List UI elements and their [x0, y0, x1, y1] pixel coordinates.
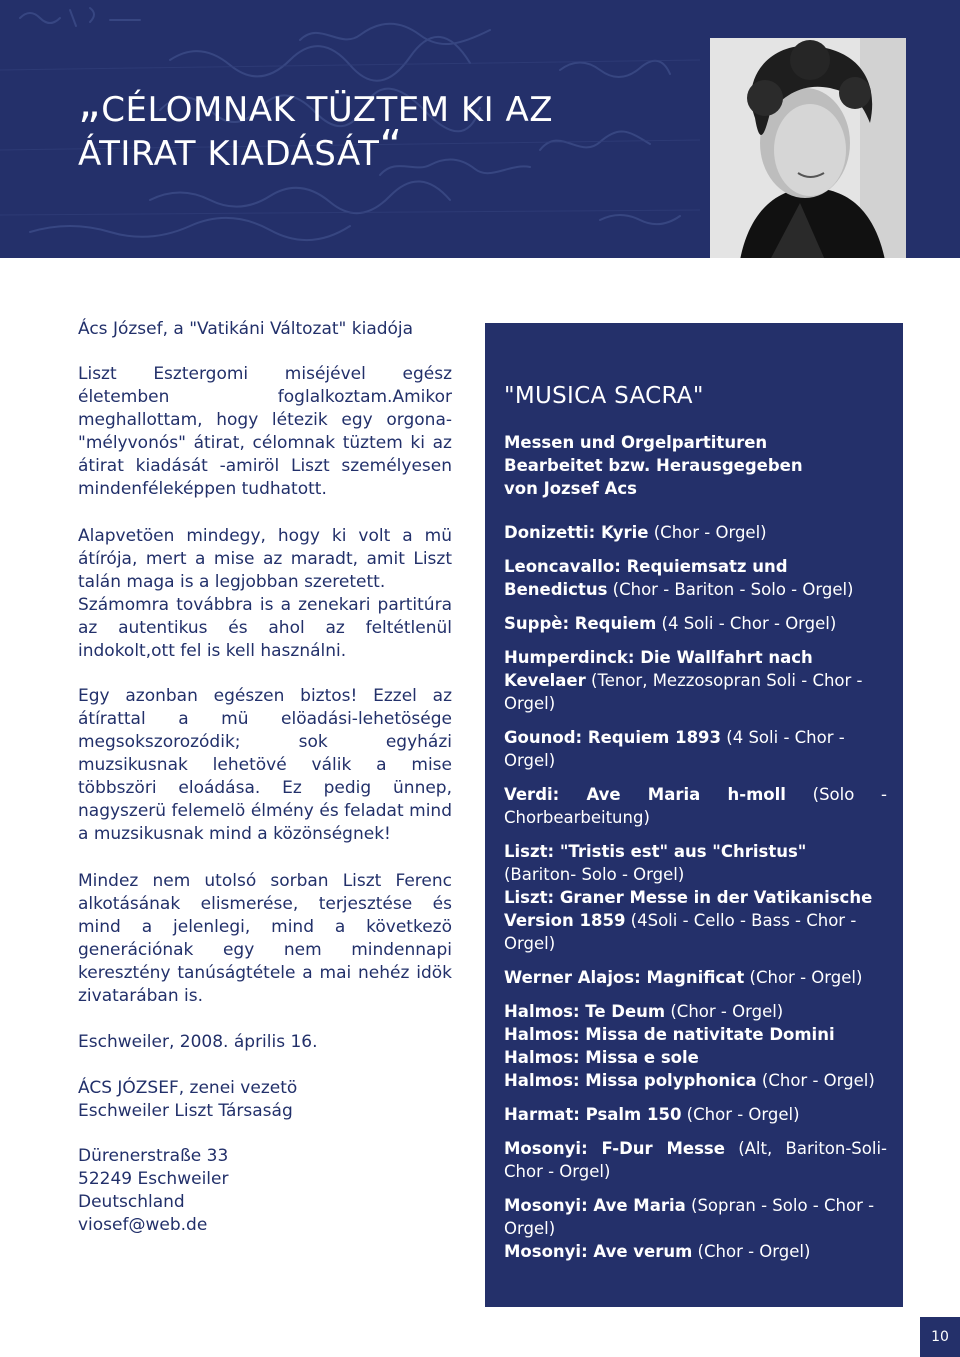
- photo-caption: Ács József, a "Vatikáni Változat" kiadója: [78, 319, 414, 339]
- work-title: Verdi: Ave Maria h-moll: [504, 785, 786, 804]
- work-title: Werner Alajos: Magnificat: [504, 968, 745, 987]
- portrait-illustration: [710, 38, 906, 258]
- dateline: Eschweiler, 2008. április 16.: [78, 1032, 318, 1052]
- address-city: 52249 Eschweiler: [78, 1169, 229, 1189]
- work-title: Halmos: Missa de nativitate Domini: [504, 1025, 835, 1044]
- work-title: Leoncavallo: Requiemsatz und Benedictus: [504, 557, 788, 599]
- musica-sacra-sidebar: [485, 323, 903, 1307]
- work-title: Humperdinck: Die Wallfahrt nach Kevelaer: [504, 648, 813, 690]
- work-entry: [504, 886, 887, 955]
- paragraph-2b: Számomra továbbra is a zenekari partitúra az autentikus és ahol az feltétlenül indokolt,ott fel is kell használni.: [78, 595, 452, 661]
- work-entry: [504, 1069, 887, 1092]
- work-scoring: (4 Soli - Chor - Orgel): [656, 614, 837, 633]
- work-entry: [504, 1023, 887, 1046]
- work-scoring: (Chor - Orgel): [692, 1242, 811, 1261]
- paragraph-1: Liszt Esztergomi miséjével egész életemben foglalkoztam.Amikor meghallottam, hogy létezik egy orgona-"mélyvonós" átirat, célomnak tüztem ki az átirat kiadását -amiröl Liszt személyesen mindenféleképpen tudhatott.: [78, 364, 452, 499]
- work-title: Gounod: Requiem 1893: [504, 728, 722, 747]
- work-title: Mosonyi: F-Dur Messe: [504, 1139, 725, 1158]
- work-scoring: (Tenor, Mezzosopran Soli - Chor - Orgel): [504, 671, 863, 713]
- work-scoring: (Solo - Chorbearbeitung): [504, 785, 887, 827]
- sidebar-subtitle-1: Messen und Orgelpartituren: [504, 433, 768, 452]
- work-scoring: (4Soli - Cello - Bass - Chor - Orgel): [504, 911, 857, 953]
- work-entry: [504, 726, 887, 772]
- work-scoring: (Chor - Orgel): [648, 523, 767, 542]
- work-entry: [504, 1194, 887, 1240]
- work-entry: [504, 1046, 887, 1069]
- work-scoring: (Chor - Orgel): [744, 968, 863, 987]
- work-scoring: (Chor - Orgel): [665, 1002, 784, 1021]
- header-banner: [0, 0, 960, 258]
- work-entry: [504, 966, 887, 989]
- paragraph-3: Egy azonban egészen biztos! Ezzel az átírattal a mü elöadási-lehetösége megsokszorozódik; sok egyházi muzsikusnak lehetövé válik a mise többszöri eloádása. Ez pedig ünnep, nagyszerü felemelö élmény és feladat mind a muzsikusnak mind a közönségnek!: [78, 686, 452, 844]
- signature-org: Eschweiler Liszt Társaság: [78, 1101, 293, 1121]
- work-entry: [504, 1240, 887, 1263]
- work-title: Mosonyi: Ave verum: [504, 1242, 693, 1261]
- work-entry: [504, 521, 887, 544]
- work-entry: [504, 612, 887, 635]
- work-entry: [504, 840, 887, 886]
- sidebar-title: "MUSICA SACRA": [504, 383, 704, 409]
- title-line-2: ÁTIRAT KIADÁSÁT: [78, 134, 380, 174]
- close-quote: “: [379, 121, 403, 172]
- work-entry: [504, 646, 887, 715]
- signature-name: ÁCS JÓZSEF, zenei vezetö: [78, 1078, 298, 1098]
- work-scoring: (Bariton- Solo - Orgel): [504, 865, 685, 884]
- work-title: Halmos: Missa e sole: [504, 1048, 699, 1067]
- work-entry: [504, 1000, 887, 1023]
- address-country: Deutschland: [78, 1192, 185, 1212]
- work-scoring: (Alt, Bariton-Soli-Chor - Orgel): [504, 1139, 887, 1181]
- work-scoring: (4 Soli - Chor - Orgel): [504, 728, 845, 770]
- page-number: 10: [920, 1317, 960, 1357]
- work-title: Harmat: Psalm 150: [504, 1105, 682, 1124]
- open-quote: „: [78, 77, 102, 128]
- work-scoring: (Sopran - Solo - Chor - Orgel): [504, 1196, 875, 1238]
- paragraph-2a: Alapvetöen mindegy, hogy ki volt a mü átírója, mert a mise az maradt, amit Liszt talán maga is a legjobban szeretett.: [78, 526, 452, 592]
- title-line-1: CÉLOMNAK TÜZTEM KI AZ: [101, 90, 554, 130]
- work-scoring: (Chor - Bariton - Solo - Orgel): [607, 580, 854, 599]
- work-title: Halmos: Te Deum: [504, 1002, 666, 1021]
- work-title: Halmos: Missa polyphonica: [504, 1071, 757, 1090]
- work-title: Liszt: Graner Messe in der Vatikanische Version 1859: [504, 888, 873, 930]
- work-entry: [504, 783, 887, 829]
- work-entry: [504, 1137, 887, 1183]
- work-title: Donizetti: Kyrie: [504, 523, 649, 542]
- work-scoring: (Chor - Orgel): [756, 1071, 875, 1090]
- address-street: Dürenerstraße 33: [78, 1146, 229, 1166]
- article-body: [78, 318, 452, 1259]
- work-entry: [504, 555, 887, 601]
- work-title: Mosonyi: Ave Maria: [504, 1196, 686, 1215]
- address: [78, 1145, 452, 1237]
- work-title: Suppè: Requiem: [504, 614, 657, 633]
- sidebar-subtitle-2: Bearbeitet bzw. Herausgegeben: [504, 456, 803, 475]
- author-photo: [710, 38, 906, 258]
- work-scoring: (Chor - Orgel): [681, 1105, 800, 1124]
- sidebar-subtitle-3: von Jozsef Acs: [504, 479, 637, 498]
- sidebar-subtitle: [504, 431, 887, 500]
- work-entry: [504, 1103, 887, 1126]
- address-email: viosef@web.de: [78, 1215, 208, 1235]
- signature: [78, 1077, 452, 1123]
- page-title: [78, 77, 554, 176]
- work-title: Liszt: "Tristis est" aus "Christus": [504, 842, 807, 861]
- paragraph-4: Mindez nem utolsó sorban Liszt Ferenc alkotásának elismerése, terjesztése és mind a jelenlegi, mind a következö generációnak egy nem mindennapi keresztény tanúságtétele a mai nehéz idök zivatarában is.: [78, 871, 452, 1006]
